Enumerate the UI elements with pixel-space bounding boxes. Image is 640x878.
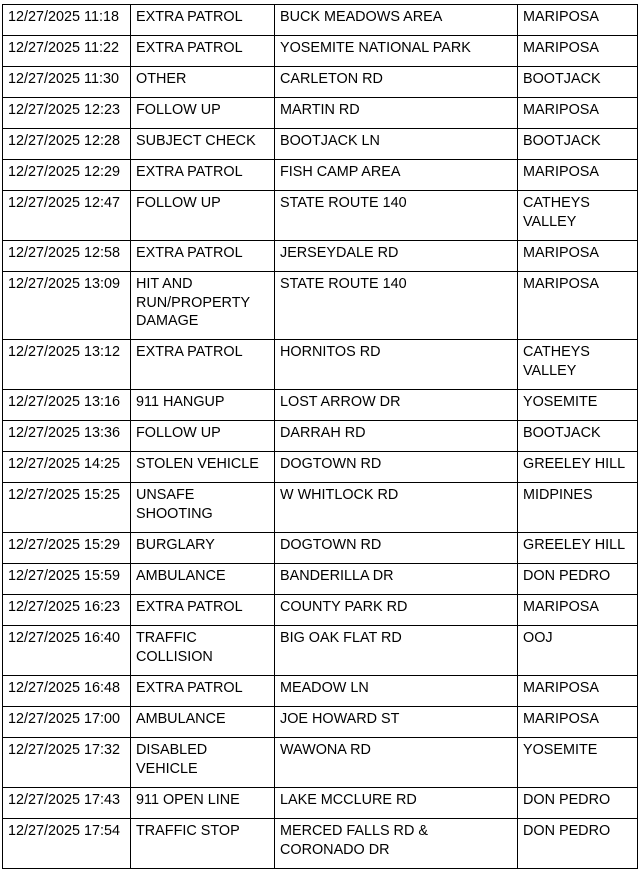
call-type-cell: STOLEN VEHICLE — [131, 452, 275, 483]
call-type-cell: BURGLARY — [131, 533, 275, 564]
datetime-cell: 12/27/2025 15:59 — [3, 564, 131, 595]
table-row — [3, 483, 638, 533]
call-type-cell: FOLLOW UP — [131, 98, 275, 129]
area-cell: YOSEMITE — [518, 390, 638, 421]
call-type-cell: AMBULANCE — [131, 707, 275, 738]
location-cell: MERCED FALLS RD & CORONADO DR — [275, 819, 518, 869]
area-cell: MARIPOSA — [518, 595, 638, 626]
datetime-cell: 12/27/2025 12:28 — [3, 129, 131, 160]
table-row — [3, 595, 638, 626]
table-row — [3, 421, 638, 452]
location-cell: DOGTOWN RD — [275, 533, 518, 564]
table-row — [3, 676, 638, 707]
datetime-cell: 12/27/2025 11:22 — [3, 36, 131, 67]
location-cell: JOE HOWARD ST — [275, 707, 518, 738]
table-row — [3, 5, 638, 36]
area-cell: MIDPINES — [518, 483, 638, 533]
table-row — [3, 160, 638, 191]
location-cell: STATE ROUTE 140 — [275, 191, 518, 241]
area-cell: CATHEYS VALLEY — [518, 340, 638, 390]
datetime-cell: 12/27/2025 13:36 — [3, 421, 131, 452]
call-type-cell: HIT AND RUN/PROPERTY DAMAGE — [131, 272, 275, 340]
call-type-cell: EXTRA PATROL — [131, 595, 275, 626]
area-cell: DON PEDRO — [518, 564, 638, 595]
table-row — [3, 738, 638, 788]
datetime-cell: 12/27/2025 17:54 — [3, 819, 131, 869]
table-row — [3, 36, 638, 67]
area-cell: MARIPOSA — [518, 676, 638, 707]
datetime-cell: 12/27/2025 14:25 — [3, 452, 131, 483]
location-cell: MARTIN RD — [275, 98, 518, 129]
table-row — [3, 819, 638, 869]
location-cell: DARRAH RD — [275, 421, 518, 452]
table-row — [3, 707, 638, 738]
datetime-cell: 12/27/2025 12:47 — [3, 191, 131, 241]
area-cell: YOSEMITE — [518, 738, 638, 788]
call-type-cell: EXTRA PATROL — [131, 160, 275, 191]
location-cell: FISH CAMP AREA — [275, 160, 518, 191]
datetime-cell: 12/27/2025 15:25 — [3, 483, 131, 533]
area-cell: MARIPOSA — [518, 272, 638, 340]
area-cell: BOOTJACK — [518, 129, 638, 160]
location-cell: LAKE MCCLURE RD — [275, 788, 518, 819]
area-cell: MARIPOSA — [518, 707, 638, 738]
call-type-cell: EXTRA PATROL — [131, 5, 275, 36]
datetime-cell: 12/27/2025 13:16 — [3, 390, 131, 421]
call-type-cell: EXTRA PATROL — [131, 340, 275, 390]
area-cell: MARIPOSA — [518, 5, 638, 36]
table-row — [3, 98, 638, 129]
area-cell: MARIPOSA — [518, 36, 638, 67]
call-type-cell: EXTRA PATROL — [131, 676, 275, 707]
area-cell: OOJ — [518, 626, 638, 676]
location-cell: YOSEMITE NATIONAL PARK — [275, 36, 518, 67]
location-cell: HORNITOS RD — [275, 340, 518, 390]
call-type-cell: DISABLED VEHICLE — [131, 738, 275, 788]
call-type-cell: FOLLOW UP — [131, 191, 275, 241]
location-cell: BANDERILLA DR — [275, 564, 518, 595]
call-type-cell: 911 HANGUP — [131, 390, 275, 421]
table-row — [3, 788, 638, 819]
area-cell: BOOTJACK — [518, 67, 638, 98]
area-cell: CATHEYS VALLEY — [518, 191, 638, 241]
datetime-cell: 12/27/2025 16:48 — [3, 676, 131, 707]
area-cell: DON PEDRO — [518, 788, 638, 819]
location-cell: BOOTJACK LN — [275, 129, 518, 160]
call-type-cell: TRAFFIC STOP — [131, 819, 275, 869]
area-cell: MARIPOSA — [518, 98, 638, 129]
location-cell: CARLETON RD — [275, 67, 518, 98]
datetime-cell: 12/27/2025 17:43 — [3, 788, 131, 819]
datetime-cell: 12/27/2025 12:29 — [3, 160, 131, 191]
location-cell: WAWONA RD — [275, 738, 518, 788]
call-type-cell: TRAFFIC COLLISION — [131, 626, 275, 676]
call-type-cell: FOLLOW UP — [131, 421, 275, 452]
call-type-cell: AMBULANCE — [131, 564, 275, 595]
datetime-cell: 12/27/2025 11:18 — [3, 5, 131, 36]
table-row — [3, 340, 638, 390]
location-cell: COUNTY PARK RD — [275, 595, 518, 626]
datetime-cell: 12/27/2025 17:32 — [3, 738, 131, 788]
area-cell: GREELEY HILL — [518, 452, 638, 483]
table-row — [3, 626, 638, 676]
table-row — [3, 191, 638, 241]
table-row — [3, 67, 638, 98]
location-cell: LOST ARROW DR — [275, 390, 518, 421]
location-cell: DOGTOWN RD — [275, 452, 518, 483]
call-type-cell: 911 OPEN LINE — [131, 788, 275, 819]
datetime-cell: 12/27/2025 16:23 — [3, 595, 131, 626]
area-cell: MARIPOSA — [518, 160, 638, 191]
datetime-cell: 12/27/2025 17:00 — [3, 707, 131, 738]
call-type-cell: UNSAFE SHOOTING — [131, 483, 275, 533]
location-cell: BIG OAK FLAT RD — [275, 626, 518, 676]
table-row — [3, 390, 638, 421]
location-cell: MEADOW LN — [275, 676, 518, 707]
datetime-cell: 12/27/2025 15:29 — [3, 533, 131, 564]
location-cell: BUCK MEADOWS AREA — [275, 5, 518, 36]
datetime-cell: 12/27/2025 12:23 — [3, 98, 131, 129]
datetime-cell: 12/27/2025 16:40 — [3, 626, 131, 676]
location-cell: JERSEYDALE RD — [275, 241, 518, 272]
table-row — [3, 129, 638, 160]
location-cell: W WHITLOCK RD — [275, 483, 518, 533]
datetime-cell: 12/27/2025 12:58 — [3, 241, 131, 272]
area-cell: GREELEY HILL — [518, 533, 638, 564]
incident-log-table — [2, 4, 638, 869]
table-row — [3, 272, 638, 340]
table-row — [3, 452, 638, 483]
datetime-cell: 12/27/2025 13:09 — [3, 272, 131, 340]
table-row — [3, 533, 638, 564]
call-type-cell: EXTRA PATROL — [131, 241, 275, 272]
area-cell: MARIPOSA — [518, 241, 638, 272]
table-row — [3, 564, 638, 595]
call-type-cell: OTHER — [131, 67, 275, 98]
area-cell: BOOTJACK — [518, 421, 638, 452]
datetime-cell: 12/27/2025 11:30 — [3, 67, 131, 98]
call-type-cell: SUBJECT CHECK — [131, 129, 275, 160]
location-cell: STATE ROUTE 140 — [275, 272, 518, 340]
table-row — [3, 241, 638, 272]
call-type-cell: EXTRA PATROL — [131, 36, 275, 67]
datetime-cell: 12/27/2025 13:12 — [3, 340, 131, 390]
area-cell: DON PEDRO — [518, 819, 638, 869]
